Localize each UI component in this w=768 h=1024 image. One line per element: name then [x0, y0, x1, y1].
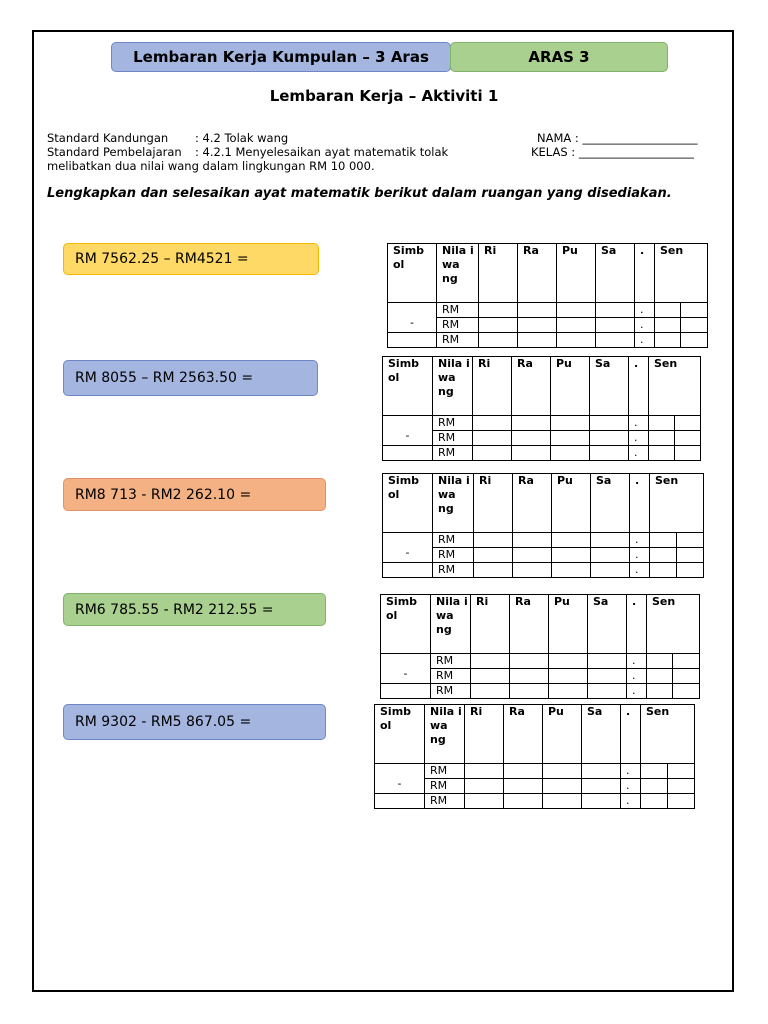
rm-label: RM	[433, 548, 474, 563]
minus-symbol: -	[381, 654, 431, 684]
activity-subtitle: Lembaran Kerja – Aktiviti 1	[269, 87, 499, 105]
rm-label: RM	[437, 333, 479, 348]
digit-cell[interactable]	[512, 446, 551, 461]
digit-cell[interactable]	[479, 318, 518, 333]
answer-table-2	[382, 356, 701, 461]
digit-cell[interactable]	[512, 416, 551, 431]
digit-cell[interactable]	[590, 416, 629, 431]
digit-cell[interactable]	[588, 669, 627, 684]
table-header-cell: Nila i wa ng	[433, 474, 474, 533]
answer-table-3	[382, 473, 704, 578]
table-header-cell: Sen	[649, 357, 701, 416]
table-header-cell: Ra	[518, 244, 557, 303]
decimal-point: .	[629, 416, 649, 431]
sen-cell[interactable]	[655, 318, 708, 333]
sen-divider	[649, 431, 675, 445]
digit-cell[interactable]	[465, 779, 504, 794]
question-2: RM 8055 – RM 2563.50 =	[63, 360, 318, 396]
table-header-cell: Sa	[596, 244, 635, 303]
digit-cell[interactable]	[471, 669, 510, 684]
standard-kandungan-label: Standard Kandungan	[47, 131, 169, 145]
digit-cell[interactable]	[590, 431, 629, 446]
digit-cell[interactable]	[549, 654, 588, 669]
minus-symbol: -	[383, 416, 433, 446]
decimal-point: .	[630, 548, 650, 563]
sen-cell[interactable]	[650, 563, 704, 578]
digit-cell[interactable]	[518, 333, 557, 348]
digit-cell[interactable]	[591, 563, 630, 578]
rm-label: RM	[431, 684, 471, 699]
minus-symbol: -	[388, 303, 437, 333]
sen-cell[interactable]	[641, 764, 695, 779]
table-header-cell: Ra	[513, 474, 552, 533]
decimal-point: .	[621, 794, 641, 809]
decimal-point: .	[629, 431, 649, 446]
digit-cell[interactable]	[471, 654, 510, 669]
sen-cell[interactable]	[650, 533, 704, 548]
table-header-cell: Pu	[557, 244, 596, 303]
standard-pembelajaran-continuation: melibatkan dua nilai wang dalam lingkungan RM 10 000.	[47, 159, 375, 173]
table-header-cell: .	[629, 357, 649, 416]
digit-cell[interactable]	[510, 669, 549, 684]
decimal-point: .	[627, 654, 647, 669]
table-header-cell: Pu	[552, 474, 591, 533]
rm-label: RM	[431, 654, 471, 669]
sen-divider	[650, 563, 677, 577]
sen-cell[interactable]	[650, 548, 704, 563]
table-header-cell: Sen	[650, 474, 704, 533]
sen-divider	[650, 533, 677, 547]
table-header-cell: Ri	[479, 244, 518, 303]
table-header-cell: Ri	[474, 474, 513, 533]
table-header-cell: Ri	[473, 357, 512, 416]
table-header-cell: Sa	[591, 474, 630, 533]
answer-symbol-cell[interactable]	[375, 794, 425, 809]
decimal-point: .	[627, 669, 647, 684]
sen-cell[interactable]	[647, 684, 700, 699]
level-badge: ARAS 3	[450, 42, 668, 72]
rm-label: RM	[425, 794, 465, 809]
digit-cell[interactable]	[543, 794, 582, 809]
answer-symbol-cell[interactable]	[383, 563, 433, 578]
digit-cell[interactable]	[518, 318, 557, 333]
digit-cell[interactable]	[504, 764, 543, 779]
digit-cell[interactable]	[471, 684, 510, 699]
sen-divider	[641, 794, 668, 808]
digit-cell[interactable]	[582, 779, 621, 794]
digit-cell[interactable]	[474, 533, 513, 548]
digit-cell[interactable]	[557, 303, 596, 318]
table-header-cell: Simb ol	[381, 595, 431, 654]
standard-pembelajaran-value: : 4.2.1 Menyelesaikan ayat matematik tolak	[195, 145, 449, 159]
table-header-cell: Sen	[647, 595, 700, 654]
instruction: Lengkapkan dan selesaikan ayat matematik berikut dalam ruangan yang disediakan.	[47, 186, 672, 201]
rm-label: RM	[425, 764, 465, 779]
rm-label: RM	[437, 318, 479, 333]
digit-cell[interactable]	[504, 779, 543, 794]
answer-table-5	[374, 704, 695, 809]
table-header-cell: Pu	[543, 705, 582, 764]
rm-label: RM	[425, 779, 465, 794]
digit-cell[interactable]	[479, 303, 518, 318]
sen-cell[interactable]	[649, 446, 701, 461]
decimal-point: .	[635, 333, 655, 348]
digit-cell[interactable]	[590, 446, 629, 461]
decimal-point: .	[621, 764, 641, 779]
digit-cell[interactable]	[596, 303, 635, 318]
sen-cell[interactable]	[647, 654, 700, 669]
table-header-cell: Pu	[551, 357, 590, 416]
standard-pembelajaran-label: Standard Pembelajaran	[47, 145, 182, 159]
digit-cell[interactable]	[582, 764, 621, 779]
table-header-cell: Sen	[655, 244, 708, 303]
decimal-point: .	[627, 684, 647, 699]
decimal-point: .	[621, 779, 641, 794]
answer-symbol-cell[interactable]	[381, 684, 431, 699]
kelas-field[interactable]: KELAS : ____________________	[531, 145, 694, 159]
sen-divider	[655, 303, 681, 317]
digit-cell[interactable]	[510, 654, 549, 669]
digit-cell[interactable]	[504, 794, 543, 809]
nama-field[interactable]: NAMA : ____________________	[537, 131, 698, 145]
worksheet-title: Lembaran Kerja Kumpulan – 3 Aras	[111, 42, 451, 72]
table-header-cell: .	[630, 474, 650, 533]
decimal-point: .	[635, 318, 655, 333]
sen-divider	[641, 764, 668, 778]
digit-cell[interactable]	[474, 548, 513, 563]
table-header-cell: Pu	[549, 595, 588, 654]
rm-label: RM	[431, 669, 471, 684]
sen-divider	[649, 416, 675, 430]
table-header-cell: Sa	[588, 595, 627, 654]
digit-cell[interactable]	[543, 764, 582, 779]
sen-divider	[650, 548, 677, 562]
digit-cell[interactable]	[596, 318, 635, 333]
rm-label: RM	[433, 431, 473, 446]
digit-cell[interactable]	[513, 533, 552, 548]
table-header-cell: .	[627, 595, 647, 654]
answer-symbol-cell[interactable]	[388, 333, 437, 348]
question-1: RM 7562.25 – RM4521 =	[63, 243, 319, 275]
answer-table-4	[380, 594, 700, 699]
rm-label: RM	[433, 416, 473, 431]
table-header-cell: Sa	[590, 357, 629, 416]
digit-cell[interactable]	[513, 548, 552, 563]
sen-cell[interactable]	[649, 416, 701, 431]
question-3: RM8 713 - RM2 262.10 =	[63, 478, 326, 511]
digit-cell[interactable]	[465, 764, 504, 779]
table-header-cell: Ri	[465, 705, 504, 764]
digit-cell[interactable]	[588, 684, 627, 699]
digit-cell[interactable]	[596, 333, 635, 348]
digit-cell[interactable]	[551, 431, 590, 446]
question-4: RM6 785.55 - RM2 212.55 =	[63, 593, 326, 626]
sen-cell[interactable]	[647, 669, 700, 684]
digit-cell[interactable]	[473, 446, 512, 461]
table-header-cell: Nila i wa ng	[425, 705, 465, 764]
digit-cell[interactable]	[552, 548, 591, 563]
decimal-point: .	[629, 446, 649, 461]
digit-cell[interactable]	[510, 684, 549, 699]
digit-cell[interactable]	[549, 669, 588, 684]
sen-cell[interactable]	[641, 779, 695, 794]
sen-cell[interactable]	[649, 431, 701, 446]
sen-divider	[647, 684, 673, 698]
digit-cell[interactable]	[582, 794, 621, 809]
table-header-cell: Nila i wa ng	[431, 595, 471, 654]
digit-cell[interactable]	[591, 533, 630, 548]
table-header-cell: .	[621, 705, 641, 764]
table-header-cell: Simb ol	[383, 357, 433, 416]
decimal-point: .	[635, 303, 655, 318]
minus-symbol: -	[375, 764, 425, 794]
standard-kandungan-value: : 4.2 Tolak wang	[195, 131, 289, 145]
digit-cell[interactable]	[512, 431, 551, 446]
sen-divider	[647, 669, 673, 683]
digit-cell[interactable]	[591, 548, 630, 563]
digit-cell[interactable]	[465, 794, 504, 809]
rm-label: RM	[437, 303, 479, 318]
digit-cell[interactable]	[557, 333, 596, 348]
rm-label: RM	[433, 446, 473, 461]
digit-cell[interactable]	[552, 533, 591, 548]
sen-divider	[655, 333, 681, 347]
digit-cell[interactable]	[551, 416, 590, 431]
table-header-cell: Simb ol	[383, 474, 433, 533]
table-header-cell: Sen	[641, 705, 695, 764]
table-header-cell: Nila i wa ng	[437, 244, 479, 303]
table-header-cell: Ra	[504, 705, 543, 764]
answer-symbol-cell[interactable]	[383, 446, 433, 461]
sen-divider	[655, 318, 681, 332]
answer-table-1	[387, 243, 708, 348]
digit-cell[interactable]	[473, 431, 512, 446]
table-header-cell: .	[635, 244, 655, 303]
rm-label: RM	[433, 563, 474, 578]
digit-cell[interactable]	[549, 684, 588, 699]
digit-cell[interactable]	[518, 303, 557, 318]
sen-divider	[641, 779, 668, 793]
digit-cell[interactable]	[479, 333, 518, 348]
digit-cell[interactable]	[473, 416, 512, 431]
digit-cell[interactable]	[551, 446, 590, 461]
decimal-point: .	[630, 533, 650, 548]
sen-cell[interactable]	[641, 794, 695, 809]
sen-cell[interactable]	[655, 303, 708, 318]
digit-cell[interactable]	[552, 563, 591, 578]
table-header-cell: Nila i wa ng	[433, 357, 473, 416]
table-header-cell: Ra	[510, 595, 549, 654]
table-header-cell: Sa	[582, 705, 621, 764]
digit-cell[interactable]	[543, 779, 582, 794]
sen-cell[interactable]	[655, 333, 708, 348]
digit-cell[interactable]	[557, 318, 596, 333]
sen-divider	[647, 654, 673, 668]
table-header-cell: Simb ol	[388, 244, 437, 303]
rm-label: RM	[433, 533, 474, 548]
minus-symbol: -	[383, 533, 433, 563]
table-header-cell: Ri	[471, 595, 510, 654]
question-5: RM 9302 - RM5 867.05 =	[63, 704, 326, 740]
digit-cell[interactable]	[588, 654, 627, 669]
decimal-point: .	[630, 563, 650, 578]
digit-cell[interactable]	[513, 563, 552, 578]
table-header-cell: Ra	[512, 357, 551, 416]
table-header-cell: Simb ol	[375, 705, 425, 764]
sen-divider	[649, 446, 675, 460]
digit-cell[interactable]	[474, 563, 513, 578]
